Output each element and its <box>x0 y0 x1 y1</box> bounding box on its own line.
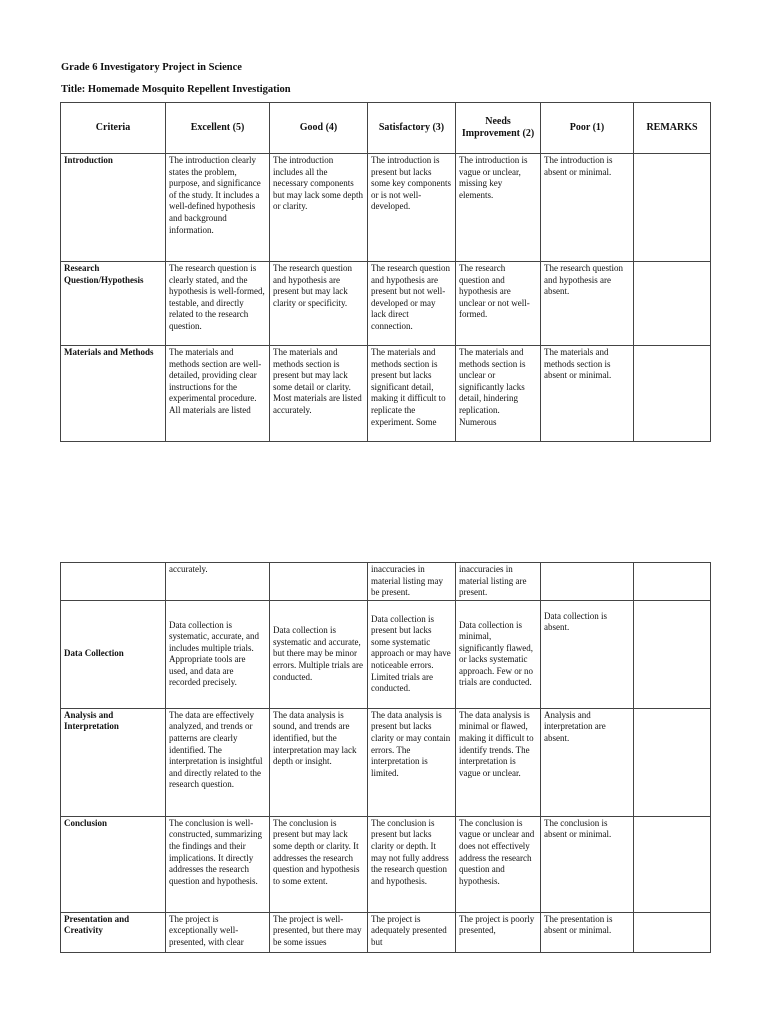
header-excellent: Excellent (5) <box>166 103 270 154</box>
satisfactory-cell: The project is adequately presented but <box>368 912 456 952</box>
needs-improvement-cell: The materials and methods section is unclear or significantly lacks detail, hindering replication. Numerous <box>456 346 541 442</box>
header-satisfactory: Satisfactory (3) <box>368 103 456 154</box>
criteria-cell: Introduction <box>61 154 166 262</box>
good-cell: The research question and hypothesis are present but may lack clarity or specificity. <box>270 262 368 346</box>
needs-improvement-cell: inaccuracies in material listing are present. <box>456 563 541 601</box>
excellent-cell: The research question is clearly stated, and the hypothesis is well-formed, testable, and directly related to the research question. <box>166 262 270 346</box>
poor-cell: The introduction is absent or minimal. <box>541 154 634 262</box>
remarks-cell <box>634 346 711 442</box>
good-cell: Data collection is systematic and accurate, but there may be minor errors. Multiple trials are conducted. <box>270 600 368 708</box>
remarks-cell <box>634 816 711 912</box>
excellent-cell: Data collection is systematic, accurate, and includes multiple trials. Appropriate tools are used, and data are recorded precisely. <box>166 600 270 708</box>
excellent-cell: The conclusion is well-constructed, summarizing the findings and their implications. It directly addresses the research question and hypothesis. <box>166 816 270 912</box>
header-row <box>61 103 711 154</box>
poor-cell: The presentation is absent or minimal. <box>541 912 634 952</box>
good-cell: The project is well-presented, but there may be some issues <box>270 912 368 952</box>
needs-improvement-cell: The introduction is vague or unclear, missing key elements. <box>456 154 541 262</box>
criteria-cell: Analysis and Interpretation <box>61 708 166 816</box>
good-cell <box>270 563 368 601</box>
table-row <box>61 708 711 816</box>
table-row <box>61 346 711 442</box>
header-remarks: REMARKS <box>634 103 711 154</box>
poor-cell: The materials and methods section is absent or minimal. <box>541 346 634 442</box>
good-cell: The materials and methods section is present but may lack some detail or clarity. Most materials are listed accurately. <box>270 346 368 442</box>
document-heading: Grade 6 Investigatory Project in Science <box>61 62 242 73</box>
poor-cell: The research question and hypothesis are absent. <box>541 262 634 346</box>
rubric-table-page-2 <box>60 562 711 953</box>
satisfactory-cell: The research question and hypothesis are present but not well-developed or may lack direct connection. <box>368 262 456 346</box>
table-row <box>61 600 711 708</box>
excellent-cell: The project is exceptionally well-presented, with clear <box>166 912 270 952</box>
criteria-cell: Conclusion <box>61 816 166 912</box>
excellent-cell: The materials and methods section are well-detailed, providing clear instructions for the experimental procedure. All materials are listed <box>166 346 270 442</box>
satisfactory-cell: The materials and methods section is present but lacks significant detail, making it difficult to replicate the experiment. Some <box>368 346 456 442</box>
remarks-cell <box>634 600 711 708</box>
satisfactory-cell: inaccuracies in material listing may be present. <box>368 563 456 601</box>
table-row <box>61 154 711 262</box>
good-cell: The conclusion is present but may lack some depth or clarity. It addresses the research question and hypothesis to some extent. <box>270 816 368 912</box>
excellent-cell: The data are effectively analyzed, and trends or patterns are clearly identified. The interpretation is insightful and directly related to the research question. <box>166 708 270 816</box>
header-criteria: Criteria <box>61 103 166 154</box>
criteria-cell: Research Question/Hypothesis <box>61 262 166 346</box>
remarks-cell <box>634 262 711 346</box>
header-good: Good (4) <box>270 103 368 154</box>
satisfactory-cell: The data analysis is present but lacks clarity or may contain errors. The interpretation is limited. <box>368 708 456 816</box>
needs-improvement-cell: The research question and hypothesis are unclear or not well-formed. <box>456 262 541 346</box>
table-row <box>61 563 711 601</box>
remarks-cell <box>634 708 711 816</box>
satisfactory-cell: The conclusion is present but lacks clarity or depth. It may not fully address the research question and hypothesis. <box>368 816 456 912</box>
needs-improvement-cell: The conclusion is vague or unclear and does not effectively address the research question and hypothesis. <box>456 816 541 912</box>
excellent-cell: The introduction clearly states the problem, purpose, and significance of the study. It includes a well-defined hypothesis and background information. <box>166 154 270 262</box>
criteria-cell: Presentation and Creativity <box>61 912 166 952</box>
header-needs-improvement: Needs Improvement (2) <box>456 103 541 154</box>
header-poor: Poor (1) <box>541 103 634 154</box>
needs-improvement-cell: Data collection is minimal, significantly flawed, or lacks systematic approach. Few or no trials are conducted. <box>456 600 541 708</box>
good-cell: The data analysis is sound, and trends are identified, but the interpretation may lack depth or insight. <box>270 708 368 816</box>
document-header <box>61 57 291 101</box>
document-title: Title: Homemade Mosquito Repellent Investigation <box>61 84 291 95</box>
satisfactory-cell: Data collection is present but lacks some systematic approach or may have noticeable errors. Limited trials are conducted. <box>368 600 456 708</box>
excellent-cell: accurately. <box>166 563 270 601</box>
criteria-cell: Materials and Methods <box>61 346 166 442</box>
rubric-table-page-1 <box>60 102 711 442</box>
poor-cell: The conclusion is absent or minimal. <box>541 816 634 912</box>
remarks-cell <box>634 912 711 952</box>
table-row <box>61 816 711 912</box>
criteria-cell: Data Collection <box>61 600 166 708</box>
poor-cell <box>541 563 634 601</box>
good-cell: The introduction includes all the necessary components but may lack some depth or clarity. <box>270 154 368 262</box>
criteria-cell <box>61 563 166 601</box>
remarks-cell <box>634 563 711 601</box>
poor-cell: Analysis and interpretation are absent. <box>541 708 634 816</box>
remarks-cell <box>634 154 711 262</box>
table-row <box>61 262 711 346</box>
needs-improvement-cell: The project is poorly presented, <box>456 912 541 952</box>
satisfactory-cell: The introduction is present but lacks some key components or is not well-developed. <box>368 154 456 262</box>
needs-improvement-cell: The data analysis is minimal or flawed, making it difficult to identify trends. The interpretation is vague or unclear. <box>456 708 541 816</box>
poor-cell: Data collection is absent. <box>541 600 634 708</box>
table-row <box>61 912 711 952</box>
